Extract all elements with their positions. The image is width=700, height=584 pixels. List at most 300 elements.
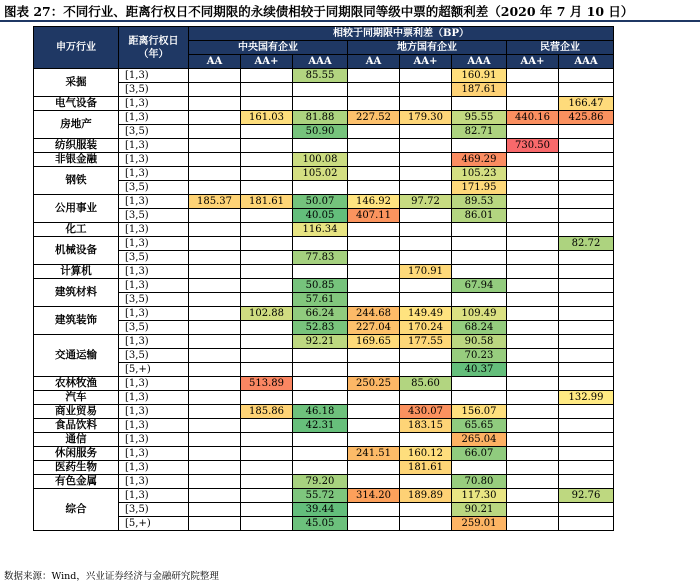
spread-cell [348,433,400,447]
spread-cell: 170.24 [400,321,452,335]
period-cell: [1,3) [119,195,189,209]
spread-cell [348,405,400,419]
industry-cell: 建筑材料 [34,279,119,307]
spread-cell [189,237,241,251]
spread-cell [348,251,400,265]
spread-cell [559,335,614,349]
spread-cell: 730.50 [507,139,559,153]
spread-cell: 50.85 [293,279,348,293]
spread-cell [189,335,241,349]
spread-cell [559,405,614,419]
spread-cell [507,433,559,447]
spread-cell: 170.91 [400,265,452,279]
period-cell: [1,3) [119,265,189,279]
industry-cell: 公用事业 [34,195,119,223]
spread-cell [507,503,559,517]
spread-cell [507,97,559,111]
table-row [34,125,614,139]
spread-cell [400,293,452,307]
spread-cell: 169.65 [348,335,400,349]
industry-cell: 商业贸易 [34,405,119,419]
spread-cell: 259.01 [452,517,507,531]
spread-cell [559,279,614,293]
figure-title: 图表 27：不同行业、距离行权日不同期限的永续债相较于同期限同等级中票的超额利差（2020 年 7 月 10 日） [4,4,634,19]
spread-cell [348,349,400,363]
spread-cell: 82.72 [559,237,614,251]
period-cell: [1,3) [119,461,189,475]
spread-cell: 250.25 [348,377,400,391]
spread-cell [241,447,293,461]
spread-cell [559,447,614,461]
spread-cell: 227.52 [348,111,400,125]
spread-cell [189,405,241,419]
period-cell: [1,3) [119,139,189,153]
spread-cell [189,363,241,377]
spread-cell [559,209,614,223]
spread-cell [293,83,348,97]
spread-cell [348,139,400,153]
spread-cell [507,335,559,349]
spread-cell [241,349,293,363]
spread-cell: 116.34 [293,223,348,237]
spread-cell [559,419,614,433]
spread-cell: 187.61 [452,83,507,97]
spread-cell [507,293,559,307]
spread-cell: 265.04 [452,433,507,447]
spread-cell [559,307,614,321]
period-cell: [3,5) [119,251,189,265]
spread-cell [348,265,400,279]
spread-cell: 105.02 [293,167,348,181]
spread-cell [241,517,293,531]
spread-cell [293,349,348,363]
table-row [34,447,614,461]
spread-cell: 65.65 [452,419,507,433]
spread-cell [241,97,293,111]
spread-cell [293,433,348,447]
spread-cell [400,167,452,181]
spread-cell [189,489,241,503]
table-row [34,475,614,489]
spread-cell [348,83,400,97]
period-cell: [3,5) [119,181,189,195]
spread-cell [559,139,614,153]
industry-cell: 纺织服装 [34,139,119,153]
spread-cell [241,237,293,251]
spread-cell: 86.01 [452,209,507,223]
spread-cell: 45.05 [293,517,348,531]
spread-cell [559,195,614,209]
industry-cell: 非银金融 [34,153,119,167]
spread-cell [507,307,559,321]
spread-cell [400,181,452,195]
period-cell: [1,3) [119,433,189,447]
spread-cell [241,321,293,335]
spread-cell: 81.88 [293,111,348,125]
spread-cell [189,83,241,97]
industry-cell: 有色金属 [34,475,119,489]
spread-cell: 85.55 [293,69,348,83]
spread-cell [507,251,559,265]
spread-cell [400,125,452,139]
spread-cell: 100.08 [293,153,348,167]
spread-cell [507,461,559,475]
spread-cell: 171.95 [452,181,507,195]
spread-cell [241,139,293,153]
spread-cell: 407.11 [348,209,400,223]
table-row [34,377,614,391]
spread-cell [507,321,559,335]
spread-cell [189,349,241,363]
spread-cell [400,237,452,251]
spread-cell [348,237,400,251]
spread-cell [559,153,614,167]
period-cell: [5,+) [119,517,189,531]
spread-cell [348,461,400,475]
spread-cell [348,181,400,195]
spread-cell: 314.20 [348,489,400,503]
spread-cell [189,391,241,405]
industry-cell: 建筑装饰 [34,307,119,335]
header-period: 距离行权日（年） [119,27,189,69]
spread-cell [559,321,614,335]
table-row [34,363,614,377]
table-row [34,69,614,83]
spread-cell: 149.49 [400,307,452,321]
period-cell: [1,3) [119,391,189,405]
spread-cell [189,503,241,517]
spread-cell [189,139,241,153]
spread-cell [348,503,400,517]
spread-cell [241,167,293,181]
spread-cell [507,209,559,223]
industry-cell: 钢铁 [34,167,119,195]
spread-cell: 85.60 [400,377,452,391]
spread-cell: 160.12 [400,447,452,461]
spread-cell [241,181,293,195]
spread-cell: 67.94 [452,279,507,293]
spread-cell: 425.86 [559,111,614,125]
spread-cell [559,69,614,83]
spread-cell: 244.68 [348,307,400,321]
spread-cell [559,83,614,97]
spread-cell [452,139,507,153]
spread-cell [507,83,559,97]
title-rule [0,20,700,22]
spread-cell: 97.72 [400,195,452,209]
spread-cell: 90.21 [452,503,507,517]
header-rating: AAA [452,55,507,69]
spread-cell [400,153,452,167]
header-group-local-soe: 地方国有企业 [348,41,507,55]
table-row [34,321,614,335]
table-row [34,153,614,167]
spread-cell: 92.76 [559,489,614,503]
spread-cell: 82.71 [452,125,507,139]
spread-cell [348,97,400,111]
spread-cell [559,251,614,265]
spread-cell [400,517,452,531]
spread-cell: 95.55 [452,111,507,125]
industry-cell: 汽车 [34,391,119,405]
spread-cell [452,265,507,279]
table-row [34,195,614,209]
spread-cell [241,209,293,223]
spread-cell [241,489,293,503]
spread-cell: 102.88 [241,307,293,321]
spread-cell: 117.30 [452,489,507,503]
source-note: 数据来源：Wind，兴业证券经济与金融研究院整理 [4,571,219,582]
spread-cell [241,461,293,475]
spread-cell [293,265,348,279]
spread-cell [559,349,614,363]
spread-cell: 156.07 [452,405,507,419]
spread-cell: 181.61 [400,461,452,475]
spread-cell: 89.53 [452,195,507,209]
spread-cell [348,419,400,433]
spread-cell [507,391,559,405]
spread-cell: 166.47 [559,97,614,111]
spread-cell: 66.07 [452,447,507,461]
spread-cell [293,181,348,195]
spread-cell [400,223,452,237]
spread-cell [189,181,241,195]
spread-cell [241,251,293,265]
spread-cell [189,97,241,111]
spread-cell [348,153,400,167]
spread-cell [189,279,241,293]
spread-cell [348,293,400,307]
spread-cell: 70.80 [452,475,507,489]
table-row [34,335,614,349]
header-rating: AA+ [400,55,452,69]
spread-cell [241,125,293,139]
spread-cell: 189.89 [400,489,452,503]
table-body [34,69,614,531]
spread-cell: 50.07 [293,195,348,209]
table-row [34,517,614,531]
spread-cell [559,475,614,489]
table-row [34,503,614,517]
spread-cell: 55.72 [293,489,348,503]
spread-cell: 66.24 [293,307,348,321]
spread-cell [348,391,400,405]
industry-cell: 综合 [34,489,119,531]
table-row [34,223,614,237]
spread-cell [452,461,507,475]
spread-cell [507,195,559,209]
period-cell: [3,5) [119,83,189,97]
spread-cell [452,391,507,405]
spread-cell [189,321,241,335]
spread-cell [348,363,400,377]
spread-cell [189,111,241,125]
spread-cell: 513.89 [241,377,293,391]
spread-cell [189,265,241,279]
spread-cell [507,279,559,293]
spread-cell [241,265,293,279]
spread-cell [559,377,614,391]
industry-cell: 医药生物 [34,461,119,475]
spread-cell [507,377,559,391]
spread-cell [241,419,293,433]
spread-cell [189,251,241,265]
spread-table [33,26,614,531]
header-rating: AAA [559,55,614,69]
spread-cell [348,475,400,489]
industry-cell: 交通运输 [34,335,119,377]
table-row [34,433,614,447]
spread-cell [189,69,241,83]
spread-cell: 57.61 [293,293,348,307]
spread-cell [507,517,559,531]
spread-cell [559,125,614,139]
industry-cell: 通信 [34,433,119,447]
industry-cell: 房地产 [34,111,119,139]
spread-cell [400,97,452,111]
spread-cell [293,391,348,405]
spread-cell [189,517,241,531]
spread-cell: 109.49 [452,307,507,321]
header-rating: AA+ [241,55,293,69]
spread-cell: 79.20 [293,475,348,489]
table-row [34,405,614,419]
table-row [34,251,614,265]
industry-cell: 农林牧渔 [34,377,119,391]
period-cell: [1,3) [119,237,189,251]
spread-cell [559,181,614,195]
spread-cell: 52.83 [293,321,348,335]
spread-cell: 440.16 [507,111,559,125]
spread-cell [507,153,559,167]
spread-cell [348,517,400,531]
spread-cell [293,461,348,475]
spread-cell [189,307,241,321]
spread-cell [189,461,241,475]
spread-cell: 105.23 [452,167,507,181]
spread-cell: 227.04 [348,321,400,335]
period-cell: [1,3) [119,279,189,293]
spread-cell [293,447,348,461]
industry-cell: 化工 [34,223,119,237]
period-cell: [3,5) [119,125,189,139]
spread-cell [452,223,507,237]
table-row [34,97,614,111]
spread-cell [507,237,559,251]
spread-cell [241,363,293,377]
industry-cell: 机械设备 [34,237,119,265]
spread-cell [507,475,559,489]
period-cell: [1,3) [119,153,189,167]
spread-cell [189,433,241,447]
table-row [34,111,614,125]
spread-cell [559,433,614,447]
spread-cell [241,293,293,307]
spread-cell: 39.44 [293,503,348,517]
industry-cell: 电气设备 [34,97,119,111]
table-row [34,307,614,321]
spread-cell: 42.31 [293,419,348,433]
spread-cell [559,293,614,307]
spread-cell: 50.90 [293,125,348,139]
spread-cell [400,139,452,153]
table-row [34,461,614,475]
spread-cell [452,251,507,265]
period-cell: [3,5) [119,293,189,307]
spread-cell [400,279,452,293]
spread-cell: 77.83 [293,251,348,265]
spread-cell: 132.99 [559,391,614,405]
header-rating: AA [189,55,241,69]
table-row [34,167,614,181]
table-row [34,265,614,279]
header-industry: 申万行业 [34,27,119,69]
header-rating: AA+ [507,55,559,69]
spread-cell [400,503,452,517]
period-cell: [1,3) [119,489,189,503]
header-rating: AA [348,55,400,69]
table-row [34,349,614,363]
spread-cell [507,125,559,139]
spread-cell [241,503,293,517]
spread-cell: 185.86 [241,405,293,419]
spread-cell [507,223,559,237]
spread-cell: 181.61 [241,195,293,209]
spread-cell [241,223,293,237]
spread-cell: 185.37 [189,195,241,209]
spread-cell: 469.29 [452,153,507,167]
spread-cell [241,153,293,167]
spread-cell [559,265,614,279]
spread-cell [241,391,293,405]
table-row [34,489,614,503]
period-cell: [1,3) [119,167,189,181]
spread-cell: 40.37 [452,363,507,377]
spread-cell [189,153,241,167]
industry-cell: 计算机 [34,265,119,279]
spread-cell [507,363,559,377]
spread-cell: 90.58 [452,335,507,349]
spread-cell [293,237,348,251]
period-cell: [3,5) [119,321,189,335]
spread-cell [559,167,614,181]
spread-cell [348,69,400,83]
period-cell: [1,3) [119,69,189,83]
spread-cell [348,279,400,293]
period-cell: [3,5) [119,349,189,363]
spread-cell [400,363,452,377]
spread-cell [241,83,293,97]
period-cell: [1,3) [119,223,189,237]
spread-cell [293,139,348,153]
spread-cell [348,167,400,181]
spread-cell [507,167,559,181]
spread-cell: 161.03 [241,111,293,125]
spread-cell [452,293,507,307]
table-row [34,293,614,307]
period-cell: [3,5) [119,503,189,517]
spread-cell: 40.05 [293,209,348,223]
spread-cell [400,251,452,265]
period-cell: [3,5) [119,209,189,223]
spread-cell [400,83,452,97]
period-cell: [1,3) [119,405,189,419]
period-cell: [5,+) [119,363,189,377]
spread-cell [241,475,293,489]
spread-cell: 241.51 [348,447,400,461]
spread-cell [189,223,241,237]
spread-cell: 179.30 [400,111,452,125]
